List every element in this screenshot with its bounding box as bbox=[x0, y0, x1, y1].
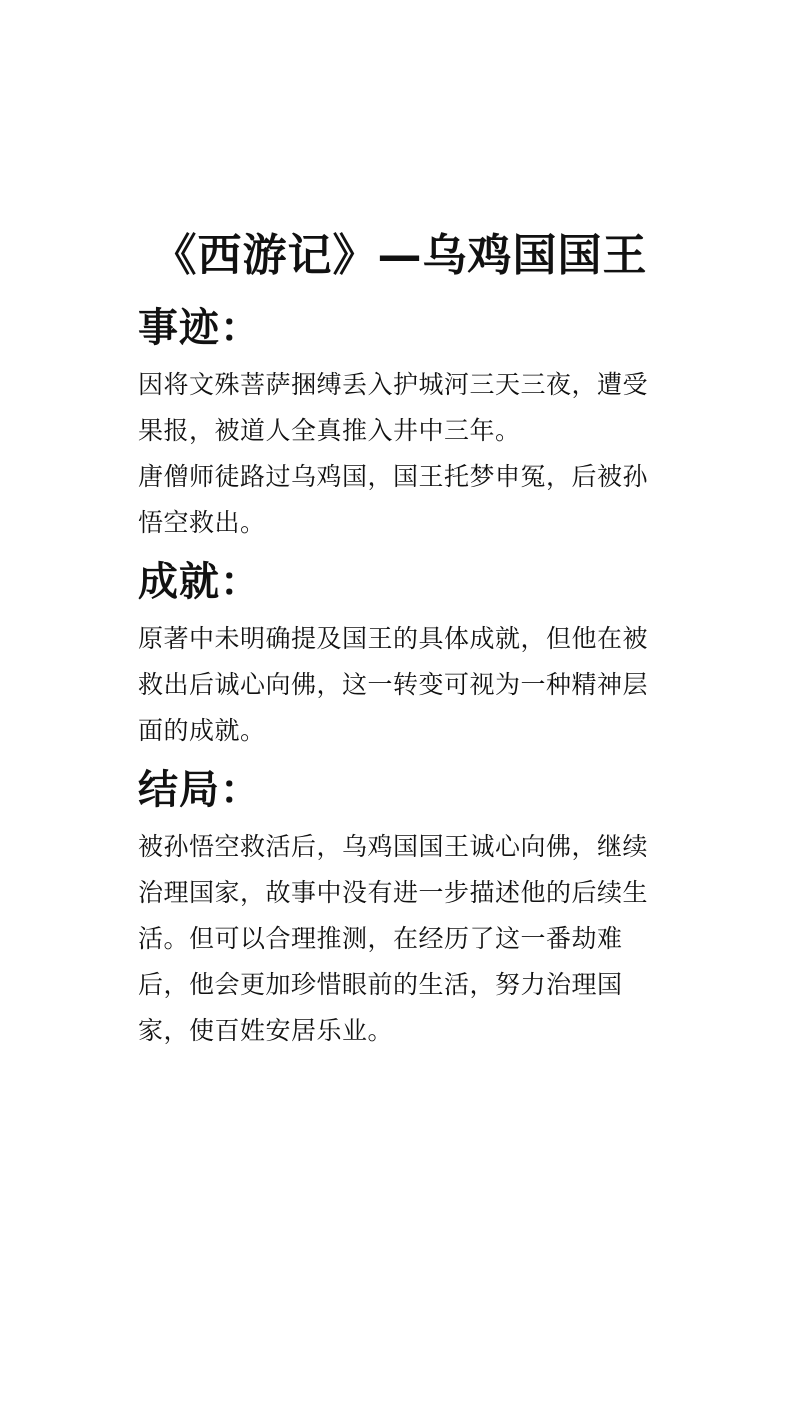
paragraph: 被孙悟空救活后，乌鸡国国王诚心向佛，继续治理国家，故事中没有进一步描述他的后续生活。但可以合理推测，在经历了这一番劫难后，他会更加珍惜眼前的生活，努力治理国家，使百姓安居乐业。 bbox=[138, 832, 649, 1045]
section-ending bbox=[138, 762, 664, 1054]
section-achievement bbox=[138, 554, 664, 754]
paragraph: 唐僧师徒路过乌鸡国，国王托梦申冤，后被孙悟空救出。 bbox=[138, 462, 649, 537]
paragraph: 原著中未明确提及国王的具体成就，但他在被救出后诚心向佛，这一转变可视为一种精神层面的成就。 bbox=[138, 624, 649, 745]
content-body bbox=[138, 300, 664, 1054]
section-heading-deeds: 事迹： bbox=[138, 305, 261, 351]
section-heading-achievement: 成就： bbox=[138, 559, 261, 605]
page-title: 《西游记》—乌鸡国国王 bbox=[152, 230, 648, 281]
paragraph: 因将文殊菩萨捆缚丢入护城河三天三夜，遭受果报，被道人全真推入井中三年。 bbox=[138, 370, 649, 445]
section-deeds bbox=[138, 300, 664, 546]
section-heading-ending: 结局： bbox=[138, 767, 261, 813]
